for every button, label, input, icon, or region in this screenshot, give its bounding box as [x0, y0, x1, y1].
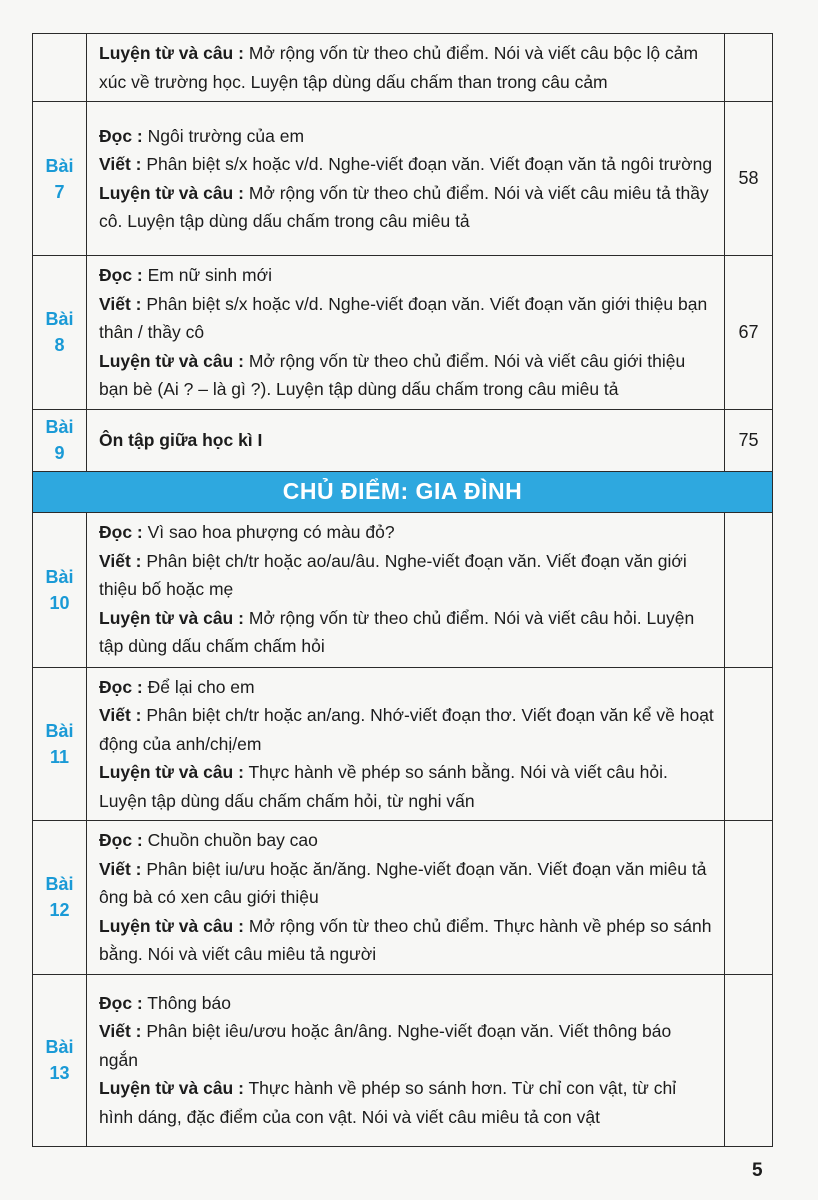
- doc-label: Đọc :: [99, 830, 143, 850]
- page-cell: [725, 667, 773, 821]
- page-cell: [725, 974, 773, 1146]
- lesson-word: Bài: [45, 309, 74, 330]
- table-of-contents: [32, 33, 773, 1147]
- ltvc-text: Mở rộng vốn từ theo chủ điểm. Nói và viết câu bộc lộ cảm xúc về trường học. Luyện tập dùng dấu chấm than trong câu cảm: [99, 43, 699, 92]
- doc-text: Ngôi trường của em: [147, 125, 305, 146]
- doc-line: [99, 122, 714, 151]
- lesson-cell: [33, 667, 87, 821]
- ltvc-line: [99, 1074, 714, 1131]
- doc-line: [99, 518, 714, 547]
- page-number: 5: [752, 1160, 763, 1181]
- viet-line: [99, 855, 714, 912]
- doc-label: Đọc :: [99, 992, 143, 1013]
- content-cell: [87, 821, 725, 975]
- page-cell: 67: [725, 256, 773, 410]
- doc-label: Đọc :: [99, 265, 143, 285]
- doc-line: [99, 673, 714, 702]
- table-row: [33, 256, 773, 410]
- theme-header-row: [33, 471, 773, 512]
- lesson-cell: [33, 34, 87, 102]
- lesson-word: Bài: [45, 720, 74, 741]
- lesson-word: Bài: [45, 155, 74, 176]
- table-row: [33, 512, 773, 667]
- ltvc-label: Luyện từ và câu :: [99, 43, 244, 63]
- content-cell: [87, 667, 725, 821]
- content-cell: [87, 256, 725, 410]
- ltvc-label: Luyện từ và câu :: [99, 350, 244, 371]
- viet-label: Viết :: [99, 293, 142, 314]
- lesson-word: Bài: [45, 417, 74, 437]
- ltvc-label: Luyện từ và câu :: [99, 182, 244, 203]
- viet-line: [99, 150, 714, 179]
- ltvc-text: Mở rộng vốn từ theo chủ điểm. Thực hành về phép so sánh bằng. Nói và viết câu miêu tả người: [99, 915, 712, 964]
- lesson-word: Bài: [45, 566, 74, 587]
- table-row: [33, 974, 773, 1146]
- doc-line: [99, 826, 714, 855]
- lesson-cell: [33, 512, 87, 667]
- viet-line: [99, 547, 714, 604]
- doc-label: Đọc :: [99, 125, 143, 146]
- ltvc-text: Thực hành về phép so sánh hơn. Từ chỉ con vật, từ chỉ hình dáng, đặc điểm của con vật. Nói và viết câu miêu tả con vật: [99, 1078, 677, 1127]
- ltvc-line: [99, 758, 714, 815]
- lesson-word: Bài: [45, 874, 74, 895]
- lesson-cell: [33, 974, 87, 1146]
- lesson-number: 10: [49, 592, 70, 613]
- doc-label: Đọc :: [99, 522, 143, 543]
- ltvc-text: Mở rộng vốn từ theo chủ điểm. Nói và viết câu giới thiệu bạn bè (Ai ? – là gì ?). Luyện tập dùng dấu chấm trong câu miêu tả: [99, 350, 686, 399]
- viet-label: Viết :: [99, 550, 142, 571]
- viet-text: Phân biệt iêu/ươu hoặc ân/âng. Nghe-viết đoạn văn. Viết thông báo ngắn: [99, 1021, 672, 1070]
- lesson-number: 7: [54, 181, 65, 202]
- doc-label: Đọc :: [99, 676, 143, 697]
- review-title: Ôn tập giữa học kì I: [99, 429, 263, 450]
- page-cell: [725, 821, 773, 975]
- ltvc-line: [99, 912, 714, 969]
- ltvc-label: Luyện từ và câu :: [99, 762, 244, 782]
- lesson-cell: [33, 102, 87, 256]
- lesson-number: 8: [54, 335, 65, 356]
- viet-line: [99, 701, 714, 758]
- viet-line: [99, 290, 714, 347]
- page-cell: 75: [725, 409, 773, 471]
- page-cell: 58: [725, 102, 773, 256]
- viet-label: Viết :: [99, 705, 142, 725]
- content-cell: [87, 409, 725, 471]
- table-row: [33, 667, 773, 821]
- ltvc-line: [99, 347, 714, 404]
- viet-label: Viết :: [99, 858, 142, 879]
- table-row: [33, 102, 773, 256]
- viet-text: Phân biệt s/x hoặc v/d. Nghe-viết đoạn văn. Viết đoạn văn tả ngôi trường: [146, 154, 713, 174]
- page-cell: [725, 34, 773, 102]
- content-cell: [87, 102, 725, 256]
- doc-text: Vì sao hoa phượng có màu đỏ?: [147, 522, 395, 543]
- doc-line: [99, 989, 714, 1018]
- lesson-number: 11: [49, 746, 70, 767]
- lesson-number: 12: [49, 900, 70, 921]
- ltvc-text: Mở rộng vốn từ theo chủ điểm. Nói và viết câu hỏi. Luyện tập dùng dấu chấm chấm hỏi: [99, 607, 695, 657]
- viet-text: Phân biệt s/x hoặc v/d. Nghe-viết đoạn văn. Viết đoạn văn giới thiệu bạn thân / thầy cô: [99, 293, 708, 342]
- lesson-cell: [33, 256, 87, 410]
- lesson-word: Bài: [45, 1037, 74, 1057]
- doc-text: Thông báo: [147, 992, 231, 1013]
- content-cell: [87, 34, 725, 102]
- doc-text: Để lại cho em: [147, 676, 255, 697]
- theme-title: CHỦ ĐIỂM: GIA ĐÌNH: [33, 471, 773, 512]
- viet-label: Viết :: [99, 1021, 142, 1042]
- page-cell: [725, 512, 773, 667]
- lesson-cell: [33, 409, 87, 471]
- ltvc-label: Luyện từ và câu :: [99, 1078, 244, 1099]
- ltvc-text: Mở rộng vốn từ theo chủ điểm. Nói và viết câu miêu tả thầy cô. Luyện tập dùng dấu chấm trong câu miêu tả: [99, 182, 709, 231]
- lesson-cell: [33, 821, 87, 975]
- doc-text: Chuồn chuồn bay cao: [147, 830, 318, 850]
- content-cell: [87, 974, 725, 1146]
- viet-text: Phân biệt iu/ưu hoặc ăn/ăng. Nghe-viết đoạn văn. Viết đoạn văn miêu tả ông bà có xen câu giới thiệu: [99, 858, 707, 907]
- doc-text: Em nữ sinh mới: [147, 265, 272, 285]
- viet-text: Phân biệt ch/tr hoặc an/ang. Nhớ-viết đoạn thơ. Viết đoạn văn kể về hoạt động của anh/chị/em: [99, 705, 714, 754]
- lesson-number: 13: [49, 1063, 70, 1083]
- ltvc-line: [99, 179, 714, 236]
- lesson-number: 9: [54, 443, 65, 463]
- ltvc-label: Luyện từ và câu :: [99, 607, 244, 628]
- viet-text: Phân biệt ch/tr hoặc ao/au/âu. Nghe-viết đoạn văn. Viết đoạn văn giới thiệu bố hoặc mẹ: [99, 550, 687, 600]
- ltvc-line: [99, 604, 714, 661]
- ltvc-text: Thực hành về phép so sánh bằng. Nói và viết câu hỏi. Luyện tập dùng dấu chấm chấm hỏi, từ nghi vấn: [99, 762, 668, 811]
- ltvc-label: Luyện từ và câu :: [99, 915, 244, 936]
- table-row: [33, 821, 773, 975]
- table-row: [33, 34, 773, 102]
- content-cell: [87, 512, 725, 667]
- doc-line: [99, 261, 714, 290]
- viet-line: [99, 1017, 714, 1074]
- table-row: [33, 409, 773, 471]
- viet-label: Viết :: [99, 154, 142, 174]
